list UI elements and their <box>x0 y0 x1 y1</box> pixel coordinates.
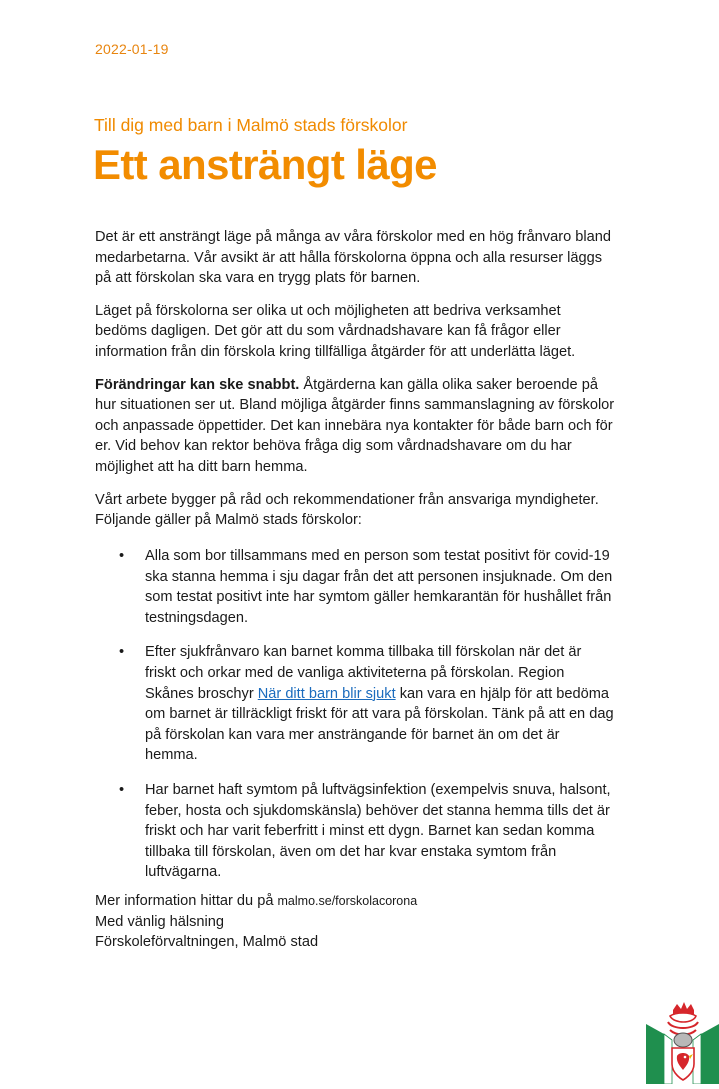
malmo-coat-of-arms-icon <box>646 1000 719 1084</box>
brochure-link[interactable]: När ditt barn blir sjukt <box>257 685 396 702</box>
rule-return-text-after: kan vara en hjälp för att bedöma om barnet är tillräckligt friskt för att vara på förskolan. Tänk på att en dag på förskolan kan vara mer ansträngande för barnet än om det är hemma. <box>145 685 614 764</box>
paragraph-changes-text: Åtgärderna kan gälla olika saker beroende på hur situationen ser ut. Bland möjliga åtgärder finns sammanslagning av förskolor och anpassade öppettider. Det kan innebära nya kontakter för både barn och för er. Vid behov kan rektor behöva fråga dig som vårdnadshavare om du har möjlighet att ha ditt barn hemma. <box>95 376 615 475</box>
paragraph-situation: Läget på förskolorna ser olika ut och möjligheten att bedriva verksamhet bedöms dagligen. Det gör att du som vårdnadshavare kan få frågor eller information från din förskola kring tillfälliga åtgärder för att underlätta läget. <box>95 302 576 360</box>
list-item <box>95 642 615 766</box>
paragraph-intro: Det är ett ansträngt läge på många av våra förskolor med en hög frånvaro bland medarbetarna. Vår avsikt är att hålla förskolorna öppna och alla resurser läggs på att förskolan ska vara en trygg plats för barnen. <box>95 229 611 287</box>
bullet: • <box>119 781 125 798</box>
bullet: • <box>119 644 125 661</box>
list-item <box>95 780 615 883</box>
bullet: • <box>119 548 125 564</box>
paragraph-changes-lead: Förändringar kan ske snabbt. <box>95 376 300 393</box>
sender: Förskoleförvaltningen, Malmö stad <box>95 934 319 951</box>
list-item <box>95 546 615 628</box>
rule-return-text-before: Efter sjukfrånvaro kan barnet komma tillbaka till förskolan när det är friskt och orkar med de vanliga aktiviteterna på förskolan. Region Skånes broschyr <box>145 644 582 702</box>
paragraph-changes <box>95 375 615 478</box>
footer <box>95 891 417 953</box>
more-info-line <box>95 891 417 912</box>
rules-list <box>95 546 615 897</box>
rule-respiratory-symptoms: Har barnet haft symtom på luftvägsinfektion (exempelvis snuva, halsont, feber, hosta och sjukdomskänsla) behöver det stanna hemma tills det är friskt och har varit feberfritt i minst ett dygn. Barnet kan sedan komma tillbaka till förskolan, även om det har kvar enstaka symtom från luftvägarna. <box>145 781 611 881</box>
paragraph-rules-intro: Vårt arbete bygger på råd och rekommendationer från ansvariga myndigheter. Följande gäller på Malmö stads förskolor: <box>95 491 599 529</box>
date: 2022-01-19 <box>95 41 169 57</box>
body-text <box>95 227 615 543</box>
subtitle: Till dig med barn i Malmö stads förskolor <box>94 115 408 135</box>
rule-household-quarantine: Alla som bor tillsammans med en person som testat positivt för covid-19 ska stanna hemma i sju dagar från det att personen insjuknade. Om den som testat positivt inte har symtom gäller hemkarantän för hushållet från testningsdagen. <box>145 548 613 626</box>
greeting: Med vänlig hälsning <box>95 913 224 930</box>
more-info-text: Mer information hittar du på <box>95 893 278 909</box>
page-title: Ett ansträngt läge <box>93 141 437 188</box>
more-info-url: malmo.se/forskolacorona <box>277 894 418 908</box>
